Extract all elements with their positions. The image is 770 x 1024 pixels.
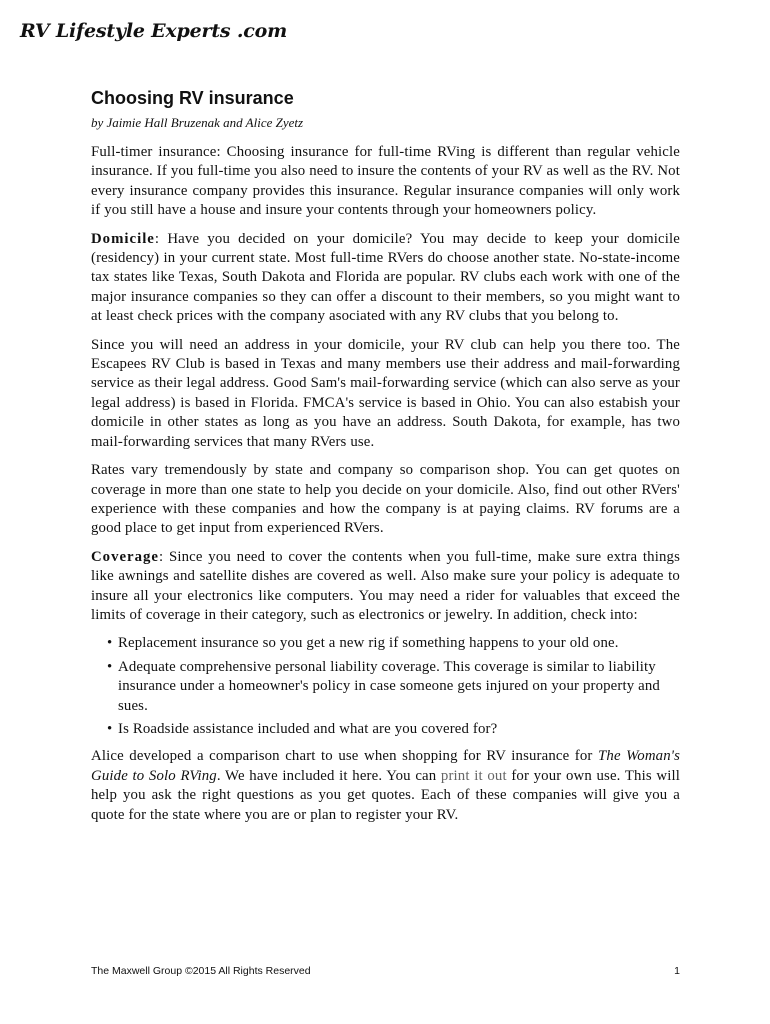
coverage-checklist <box>91 634 680 739</box>
copyright: The Maxwell Group ©2015 All Rights Reserved <box>91 965 311 977</box>
domicile-text: : Have you decided on your domicile? You may decide to keep your domicile (residency) in your current state. Most full-time RVers do choose another state. No-state-income tax states like Texas, South Dakota and Florida are popular. RV clubs each work with one of the major insurance companies so they can offer a discount to their members, so you might want to at least check prices with the company asociated with any RV clubs that you belong to. <box>91 230 680 325</box>
paragraph-full-timer-insurance: Full-timer insurance: Choosing insurance for full-time RVing is different than regular vehicle insurance. If you full-time you also need to insure the contents of your RV as well as the RV. Not every insurance company provides this insurance. Regular insurance companies will only work if you still have a house and insure your contents through your homeowners policy. <box>91 144 680 219</box>
site-logo: RV Lifestyle Experts .com <box>20 20 287 42</box>
list-item: • Is Roadside assistance included and what are you covered for? <box>107 720 680 739</box>
paragraph-coverage <box>91 548 680 626</box>
coverage-heading: Coverage <box>91 548 159 565</box>
print-it-out-link[interactable]: print it out <box>440 767 507 784</box>
paragraph-address: Since you will need an address in your domicile, your RV club can help you there too. The Escapees RV Club is based in Texas and many members use their address and mail-forwarding service as their legal address. Good Sam's mail-forwarding service (which can also serve as your legal address) is based in Florida. FMCA's service is based in Ohio. You can also estabish your domicile in other states as long as you have an address. South Dakota, for example, has two mail-forwarding services that many RVers use. <box>91 336 680 450</box>
page-number: 1 <box>674 965 680 977</box>
paragraph-domicile <box>91 230 680 327</box>
bullet-icon: • <box>107 658 113 675</box>
list-item: • Adequate comprehensive personal liability coverage. This coverage is similar to liability insurance under a homeowner's policy in case someone gets injured on your property and sues. <box>107 658 660 714</box>
book-title: The Woman's Guide to Solo RVing <box>91 748 680 784</box>
byline: by Jaimie Hall Bruzenak and Alice Zyetz <box>91 115 304 130</box>
paragraph-rates: Rates vary tremendously by state and company so comparison shop. You can get quotes on coverage in more than one state to help you decide on your domicile. Also, find out other RVers' experience with these companies and how the company is at paying claims. RV forums are a good place to get input from experienced RVers. <box>91 462 680 537</box>
bullet-icon: • <box>107 720 113 737</box>
paragraph-comparison-chart: Alice developed a comparison chart to use when shopping for RV insurance for The Woman's Guide to Solo RVing. We have included it here. You can print it out for your own use. This will help you ask the right questions as you get quotes. Each of these companies will give you a quote for the state where you are or plan to register your RV. <box>91 748 680 823</box>
domicile-heading: Domicile <box>91 230 155 247</box>
bullet-icon: • <box>107 635 113 652</box>
page-footer <box>91 965 680 977</box>
page-title: Choosing RV insurance <box>91 88 294 108</box>
article <box>91 88 680 834</box>
coverage-text: : Since you need to cover the contents when you full-time, make sure extra things like awnings and satellite dishes are covered as well. Also make sure your policy is adequate to insure all your electronics like computers. You may need a rider for valuables that exceed the limits of coverage in their category, such as electronics or jewelry. In addition, check into: <box>91 548 680 623</box>
list-item: • Replacement insurance so you get a new rig if something happens to your old one. <box>107 634 680 653</box>
